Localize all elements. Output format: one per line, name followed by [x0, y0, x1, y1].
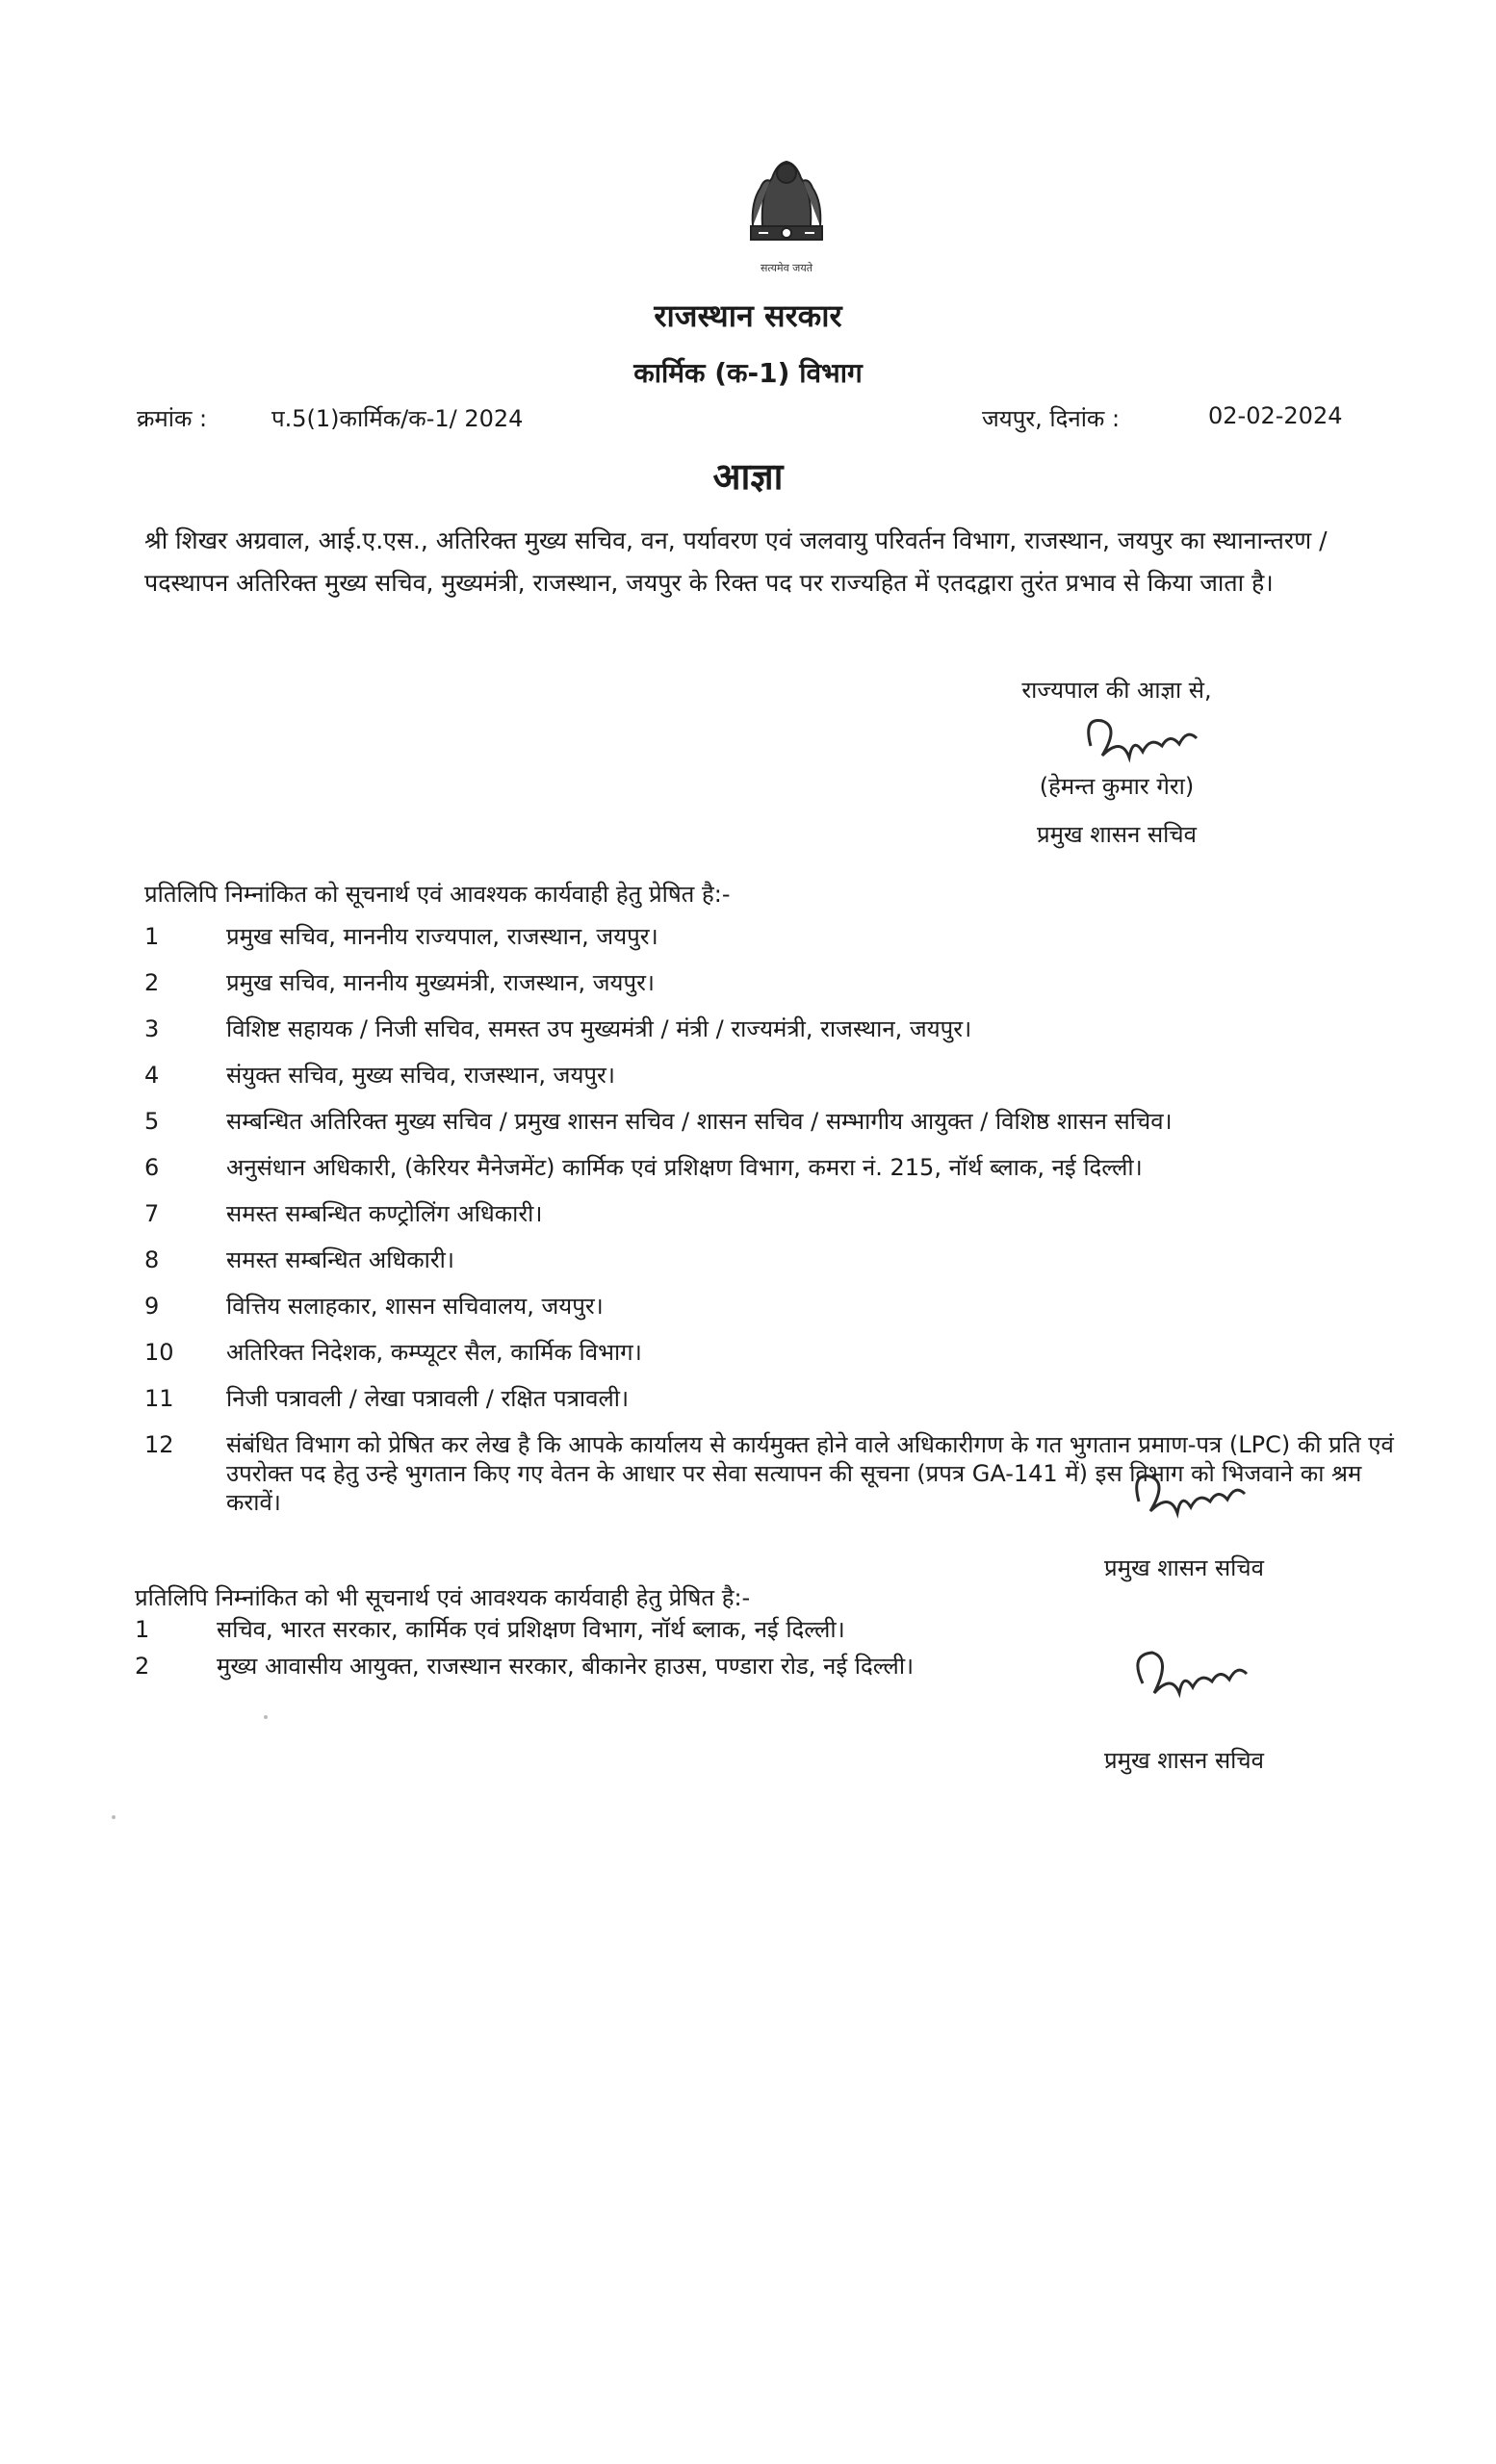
item-number: 7 [144, 1200, 160, 1227]
item-number: 4 [144, 1062, 160, 1089]
item-text: विशिष्ट सहायक / निजी सचिव, समस्त उप मुख्यमंत्री / मंत्री / राज्यमंत्री, राजस्थान, जयपुर। [226, 1015, 972, 1042]
order-title: आज्ञा [712, 455, 784, 498]
signatory-designation: प्रमुख शासन सचिव [1036, 821, 1197, 848]
item-text: समस्त सम्बन्धित अधिकारी। [226, 1246, 454, 1273]
item-text: निजी पत्रावली / लेखा पत्रावली / रक्षित पत्रावली। [226, 1385, 630, 1412]
item-text: समस्त सम्बन्धित कण्ट्रोलिंग अधिकारी। [226, 1200, 543, 1227]
list-item [144, 1384, 1415, 1413]
scan-speck [264, 1715, 268, 1719]
list-item [144, 1153, 1415, 1182]
item-number: 1 [135, 1616, 150, 1643]
handwritten-signature-icon [1073, 707, 1218, 777]
handwritten-signature-icon [1122, 1641, 1266, 1710]
list-item [144, 1107, 1415, 1136]
item-text: अतिरिक्त निदेशक, कम्प्यूटर सैल, कार्मिक विभाग। [226, 1339, 642, 1366]
copies-list-1 [144, 922, 1415, 1534]
item-text: संयुक्त सचिव, मुख्य सचिव, राजस्थान, जयपुर। [226, 1062, 615, 1089]
list-item [144, 1292, 1415, 1321]
copies-heading-1: प्रतिलिपि निम्नांकित को सूचनार्थ एवं आवश्यक कार्यवाही हेतु प्रेषित है:- [144, 881, 731, 908]
order-number-label: क्रमांक : [137, 405, 208, 432]
item-text: वित्तिय सलाहकार, शासन सचिवालय, जयपुर। [226, 1293, 604, 1320]
item-text: अनुसंधान अधिकारी, (केरियर मैनेजमेंट) कार्मिक एवं प्रशिक्षण विभाग, कमरा नं. 215, नॉर्थ ब्लाक, नई दिल्ली। [226, 1154, 1143, 1181]
emblem-motto: सत्यमेव जयते [760, 262, 813, 274]
signatory-designation-3: प्रमुख शासन सचिव [1103, 1747, 1264, 1774]
item-text: संबंधित विभाग को प्रेषित कर लेख है कि आपके कार्यालय से कार्यमुक्त होने वाले अधिकारीगण के गत भुगतान प्रमाण-पत्र (LPC) की प्रति एवं उपरोक्त पद हेतु उन्हे भुगतान किए गए वेतन के आधार पर सेवा सत्यापन की सूचना (प्रपत्र GA-141 में) इस विभाग को भिजवाने का श्रम करावें। [226, 1431, 1394, 1516]
list-item [144, 968, 1415, 997]
order-date: 02-02-2024 [1208, 402, 1343, 429]
item-number: 2 [144, 969, 160, 996]
list-item [144, 1245, 1415, 1274]
list-item [144, 1014, 1415, 1043]
signatory-designation-2: प्रमुख शासन सचिव [1103, 1554, 1264, 1581]
signature-3 [1122, 1641, 1266, 1714]
list-item [144, 922, 1415, 951]
ashoka-emblem-icon [734, 135, 839, 289]
item-number: 1 [144, 923, 160, 950]
item-number: 11 [144, 1385, 174, 1412]
state-emblem [734, 135, 839, 289]
item-number: 8 [144, 1246, 160, 1273]
list-item [144, 1199, 1415, 1228]
item-number: 6 [144, 1154, 160, 1181]
list-item [135, 1615, 1406, 1644]
list-item [144, 1061, 1415, 1090]
item-number: 12 [144, 1431, 174, 1458]
order-text: श्री शिखर अग्रवाल, आई.ए.एस., अतिरिक्त मुख्य सचिव, वन, पर्यावरण एवं जलवायु परिवर्तन विभाग, राजस्थान, जयपुर का स्थानान्तरण / पदस्थापन अतिरिक्त मुख्य सचिव, मुख्यमंत्री, राजस्थान, जयपुर के रिक्त पद पर राज्यहित में एतदद्वारा तुरंत प्रभाव से किया जाता है। [144, 526, 1328, 597]
item-text: सम्बन्धित अतिरिक्त मुख्य सचिव / प्रमुख शासन सचिव / शासन सचिव / सम्भागीय आयुक्त / विशिष्ठ शासन सचिव। [226, 1108, 1173, 1135]
signature-2 [1122, 1463, 1266, 1536]
list-item [144, 1338, 1415, 1367]
item-text: सचिव, भारत सरकार, कार्मिक एवं प्रशिक्षण विभाग, नॉर्थ ब्लाक, नई दिल्ली। [217, 1616, 845, 1643]
copies-heading-2: प्रतिलिपि निम्नांकित को भी सूचनार्थ एवं आवश्यक कार्यवाही हेतु प्रेषित है:- [135, 1584, 751, 1611]
government-title: राजस्थान सरकार [654, 297, 842, 334]
item-number: 10 [144, 1339, 174, 1366]
order-number: प.5(1)कार्मिक/क-1/ 2024 [271, 405, 524, 432]
item-text: प्रमुख सचिव, माननीय राज्यपाल, राजस्थान, जयपुर। [226, 923, 658, 950]
signatory-name: (हेमन्त कुमार गेरा) [1039, 773, 1195, 800]
item-number: 5 [144, 1108, 160, 1135]
item-text: प्रमुख सचिव, माननीय मुख्यमंत्री, राजस्थान, जयपुर। [226, 969, 656, 996]
item-number: 3 [144, 1015, 160, 1042]
item-number: 9 [144, 1293, 160, 1320]
scan-speck [112, 1815, 116, 1819]
item-number: 2 [135, 1653, 150, 1680]
item-text: मुख्य आवासीय आयुक्त, राजस्थान सरकार, बीकानेर हाउस, पण्डारा रोड, नई दिल्ली। [217, 1653, 915, 1680]
handwritten-signature-icon [1122, 1463, 1266, 1532]
department-title: कार्मिक (क-1) विभाग [633, 357, 863, 389]
authority-line: राज्यपाल की आज्ञा से, [1021, 677, 1212, 704]
place-date-label: जयपुर, दिनांक : [982, 405, 1121, 432]
